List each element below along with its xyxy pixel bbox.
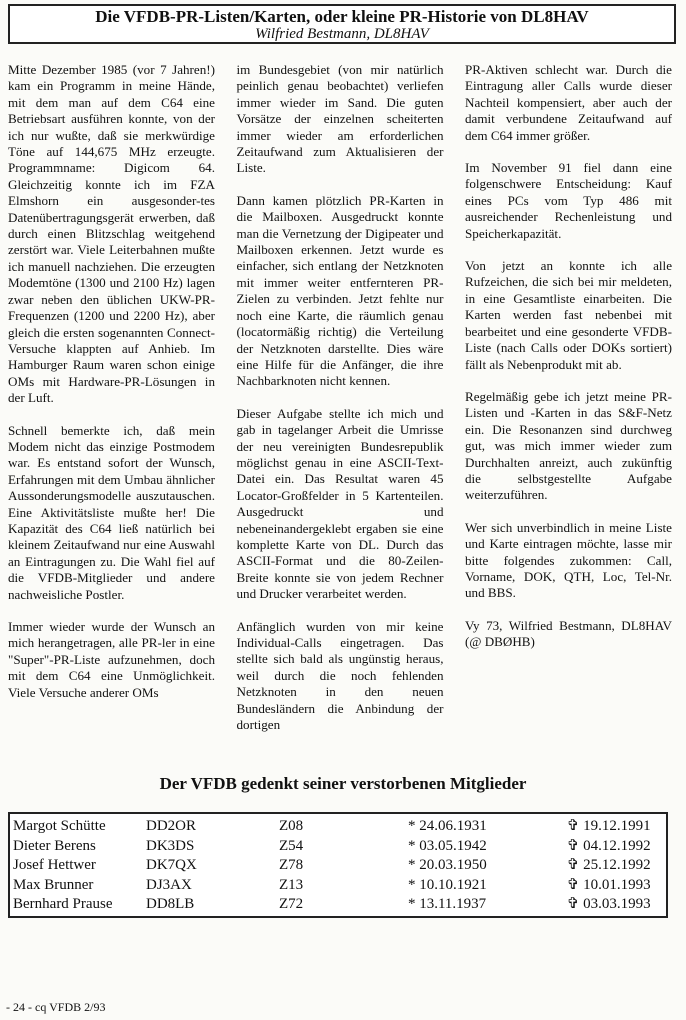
paragraph: Wer sich unverbindlich in meine Liste und Karte eintragen möchte, lasse mir bitte folgendes zukommen: Call, Vorname, DOK, QTH, Loc, Tel-Nr. und BBS. bbox=[465, 519, 672, 601]
member-name: Dieter Berens bbox=[13, 837, 96, 854]
member-died: ✞ 03.03.1993 bbox=[566, 896, 651, 912]
memorial-table bbox=[8, 812, 668, 918]
member-call: DK7QX bbox=[145, 857, 197, 873]
article-header bbox=[8, 4, 676, 44]
member-died: ✞ 10.01.1993 bbox=[566, 876, 651, 893]
member-born: * 20.03.1950 bbox=[407, 857, 487, 873]
member-born: * 03.05.1942 bbox=[407, 837, 487, 854]
table-row bbox=[10, 817, 666, 837]
paragraph: Mitte Dezember 1985 (vor 7 Jahren!) kam ein Programm in meine Hände, mit dem man auf dem C64 eine Betriebsart ausführen konnte, von der ich nur wußte, daß sie merkwürdige Töne auf 144,675 MHz erzeugte. Programmname: Digicom 64. Gleichzeitig konnte ich im FZA Elmshorn ein ausgesonder-tes Datenübertragungsgerät erwerben, daß durch einen Blitzschlag weitgehend zerstört war. Viele Leiterbahnen mußte ich manuell nachziehen. Die erzeugten Modemtöne (1300 und 2100 Hz) lagen zwar neben den üblichen UKW-PR-Frequenzen (1200 und 2200 Hz), aber gleich die ersten sogenannten Connect-Versuche klappten auf Anhieb. Im Hamburger Raum waren schon einige OMs mit Hardware-PR-Lösungen in der Luft. bbox=[8, 62, 215, 406]
member-call: DK3DS bbox=[145, 837, 195, 854]
article-author: Wilfried Bestmann, DL8HAV bbox=[255, 26, 429, 42]
member-call: DJ3AX bbox=[145, 876, 192, 893]
table-row bbox=[10, 837, 666, 857]
table-row bbox=[10, 876, 666, 896]
paragraph: Dieser Aufgabe stellte ich mich und gab in tagelanger Arbeit die Umrisse der neu vereinigten Bundesrepublik möglichst genau in eine ASCII-Text-Datei ein. Das Resultat waren 45 Locator-Großfelder in 5 Kartenteilen. Ausgedruckt und nebeneinandergeklebt ergaben sie eine komplette Karte von DL. Durch das ASCII-Format und die 80-Zeilen-Breite konnte sie von jedem Rechner und Drucker verarbeitet werden. bbox=[236, 405, 444, 602]
paragraph: im Bundesgebiet (von mir natürlich peinlich genau beobachtet) verliefen immer wieder im Sand. Die guten Vorsätze der einzelnen scheiterten immer wieder am erforderlichen Zeitaufwand zum Aktualisieren der Liste. bbox=[236, 62, 444, 176]
paragraph: Dann kamen plötzlich PR-Karten in die Mailboxen. Ausgedruckt konnte man die Vernetzung der Digipeater und Mailboxen erkennen. Jetzt wurde es einfacher, sich entlang der Netzknoten mit immer weiter entfernteren PR-Zielen zu verbinden. Jetzt fehlte nur noch eine Karte, die räumlich genau (locatormäßig richtig) die Verteilung der Netzknoten darstellte. Dies wäre eine Hilfe für die Anfänger, die ihre Nachbarknoten nicht kennen. bbox=[236, 192, 444, 389]
table-row bbox=[10, 856, 666, 876]
column-1 bbox=[8, 62, 215, 750]
member-call: DD2OR bbox=[145, 818, 196, 834]
member-dok: Z72 bbox=[278, 896, 304, 912]
table-row bbox=[10, 895, 666, 915]
paragraph: Schnell bemerkte ich, daß mein Modem nicht das einzige Postmodem war. Es entstand sofort der Wunsch, Erfahrungen mit dem Umbau ähnlicher Aussonderungsmodelle auszutauschen. Eine Aktivitätsliste mußte her! Die Kapazität des C64 ließ natürlich bei kleinem Zeitaufwand nur eine Auswahl an Eintragungen zu. Die Wahl fiel auf die VFDB-Mitglieder und andere nachweisliche Postler. bbox=[8, 422, 215, 602]
article-body bbox=[8, 62, 672, 750]
member-born: * 10.10.1921 bbox=[407, 876, 487, 893]
member-name: Bernhard Prause bbox=[13, 896, 113, 912]
article-title: Die VFDB-PR-Listen/Karten, oder kleine PR-Historie von DL8HAV bbox=[95, 7, 589, 26]
member-born: * 24.06.1931 bbox=[407, 818, 487, 834]
column-2 bbox=[237, 62, 444, 750]
paragraph: Immer wieder wurde der Wunsch an mich herangetragen, alle PR-ler in eine "Super"-PR-Liste aufzunehmen, doch mit dem C64 eine Unmöglichkeit. Viele Versuche anderer OMs bbox=[8, 619, 215, 700]
paragraph: Im November 91 fiel dann eine folgenschwere Entscheidung: Kauf eines PCs vom Typ 486 mit ausreichender Rechenleistung und Speicherkapazität. bbox=[465, 160, 672, 241]
member-name: Max Brunner bbox=[13, 876, 94, 893]
member-dok: Z08 bbox=[278, 818, 304, 834]
paragraph: Vy 73, Wilfried Bestmann, DL8HAV (@ DBØHB) bbox=[465, 617, 672, 650]
member-dok: Z54 bbox=[278, 837, 304, 854]
member-dok: Z78 bbox=[278, 857, 304, 873]
paragraph: Von jetzt an konnte ich alle Rufzeichen, die sich bei mir meldeten, in eine Gesamtliste einarbeiten. Die Karten werden fast nebenbei mit bearbeitet und eine gesonderte VFDB-Liste (nach Calls oder DOKs sortiert) fällt als Nebenprodukt mit ab. bbox=[465, 258, 672, 372]
member-died: ✞ 04.12.1992 bbox=[566, 837, 651, 854]
member-name: Josef Hettwer bbox=[13, 857, 96, 873]
memorial-title: Der VFDB gedenkt seiner verstorbenen Mitglieder bbox=[159, 774, 527, 793]
member-died: ✞ 19.12.1991 bbox=[566, 818, 651, 834]
page-footer: - 24 - cq VFDB 2/93 bbox=[6, 1000, 106, 1014]
member-dok: Z13 bbox=[278, 876, 304, 893]
member-call: DD8LB bbox=[145, 896, 195, 912]
paragraph: PR-Aktiven schlecht war. Durch die Eintragung aller Calls wurde dieser Nachteil kompensiert, aber auch der damit verbundene Zeitaufwand auf dem C64 immer größer. bbox=[465, 62, 672, 143]
paragraph: Regelmäßig gebe ich jetzt meine PR-Listen und -Karten in das S&F-Netz ein. Die Resonanzen sind durchweg gut, was mich immer wieder zum Durchhalten anreizt, auch zukünftig die selbstgestellte Aufgabe weiterzuführen. bbox=[465, 388, 672, 503]
column-3 bbox=[465, 62, 672, 750]
paragraph: Anfänglich wurden von mir keine Individual-Calls eingetragen. Das stellte sich bald als ungünstig heraus, weil durch die noch fehlenden Netzknoten in den neuen Bundesländern die Anbindung der dortigen bbox=[236, 618, 444, 733]
member-died: ✞ 25.12.1992 bbox=[566, 857, 651, 873]
member-name: Margot Schütte bbox=[13, 818, 106, 834]
member-born: * 13.11.1937 bbox=[407, 896, 487, 912]
